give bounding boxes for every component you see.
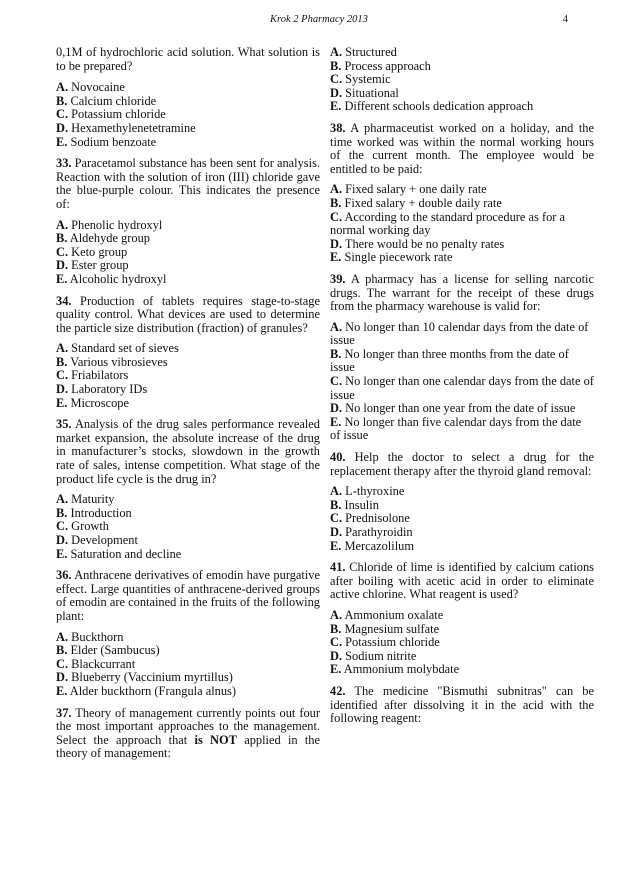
question-text: Analysis of the drug sales performance revealed market expansion, the absolute increase of the drug in manufacturer’s stocks, slowdown in the growth rate of sales, intense competition. What stage of the product life cycle is the drug in?: [56, 417, 320, 486]
option-item: [56, 658, 320, 672]
option-letter: D.: [56, 533, 69, 547]
option-text: Development: [68, 533, 138, 547]
option-text: Aldehyde group: [67, 231, 150, 246]
option-letter: D.: [330, 648, 343, 663]
option-item: [56, 219, 320, 233]
question-text: Theory of management currently points out four the most important approaches to the management. Select the approach that: [56, 705, 320, 747]
option-item: [330, 348, 594, 375]
left-column: [56, 46, 320, 768]
option-letter: A.: [330, 45, 343, 59]
option-item: [56, 95, 320, 109]
option-item: [330, 251, 594, 265]
option-text: Potassium chloride: [68, 107, 166, 122]
option-text: Microscope: [67, 395, 129, 410]
option-text: Parathyroidin: [342, 525, 413, 539]
option-letter: A.: [56, 217, 69, 232]
option-item: [330, 540, 594, 554]
option-text: Friabilators: [68, 368, 129, 383]
option-item: [330, 211, 594, 238]
option-letter: E.: [330, 414, 342, 429]
question-stem: [56, 295, 320, 336]
option-letter: C.: [56, 368, 69, 383]
option-item: [330, 636, 594, 650]
option-letter: B.: [56, 643, 68, 658]
option-item: [330, 46, 594, 60]
question-text: A pharmaceutist worked on a holiday, and the time worked was within the normal working hours of the current month. The employee would be entitled to be paid:: [330, 120, 594, 176]
option-letter: B.: [330, 346, 342, 361]
question-number: 39.: [330, 271, 346, 286]
option-item: [330, 512, 594, 526]
option-letter: C.: [330, 209, 343, 224]
option-letter: C.: [56, 519, 69, 534]
option-list: [56, 631, 320, 699]
option-text: Fixed salary + double daily rate: [341, 195, 502, 210]
option-letter: E.: [330, 538, 342, 553]
question-stem: [330, 451, 594, 478]
option-text: Various vibrosieves: [67, 354, 168, 369]
option-letter: B.: [56, 231, 68, 246]
option-letter: D.: [56, 670, 69, 685]
option-letter: D.: [56, 382, 69, 397]
option-text: Hexamethylenetetramine: [68, 120, 196, 135]
option-item: [330, 60, 594, 74]
option-item: [330, 321, 594, 348]
option-item: [330, 609, 594, 623]
option-item: [56, 685, 320, 699]
option-letter: B.: [56, 354, 68, 369]
question-text: A pharmacy has a license for selling narcotic drugs. The warrant for the receipt of these drugs from the pharmacy warehouse is valid for:: [330, 271, 594, 314]
option-text: Insulin: [341, 497, 379, 512]
question-text: Anthracene derivatives of emodin have purgative effect. Large quantities of anthracene-derived groups of emodin are contained in the fruits of the following plant:: [56, 568, 320, 623]
option-letter: B.: [330, 621, 342, 636]
option-letter: D.: [56, 258, 69, 273]
option-text: No longer than 10 calendar days from the date of issue: [330, 319, 589, 348]
option-item: [56, 259, 320, 273]
option-item: [330, 100, 594, 114]
option-text: Calcium chloride: [67, 93, 157, 108]
option-letter: D.: [330, 525, 343, 539]
option-text: Alder buckthorn (Frangula alnus): [67, 683, 236, 698]
option-letter: C.: [56, 244, 69, 259]
question-stem: [56, 569, 320, 623]
option-text: Alcoholic hydroxyl: [67, 271, 167, 286]
option-text: Potassium chloride: [342, 635, 440, 650]
option-text: Sodium nitrite: [342, 648, 417, 663]
option-item: [330, 87, 594, 101]
option-text: Saturation and decline: [67, 546, 182, 561]
page-number: 4: [562, 14, 568, 25]
option-text: Systemic: [342, 72, 391, 87]
option-text: There would be no penalty rates: [342, 236, 505, 251]
option-list: [330, 485, 594, 553]
option-item: [56, 383, 320, 397]
option-item: [56, 273, 320, 287]
option-text: Situational: [342, 85, 399, 100]
option-text: Prednisolone: [342, 511, 410, 526]
question-number: 41.: [330, 560, 346, 575]
question-list: [56, 157, 320, 698]
option-item: [330, 73, 594, 87]
option-letter: C.: [56, 107, 69, 122]
question-text: Production of tablets requires stage-to-stage quality control. What devices are used to determine the particle size distribution (fraction) of granules?: [56, 293, 320, 335]
option-item: [56, 671, 320, 685]
option-letter: E.: [56, 546, 68, 561]
option-text: Phenolic hydroxyl: [68, 217, 163, 232]
option-text: Keto group: [68, 244, 128, 259]
option-letter: D.: [330, 401, 343, 416]
option-text: Sodium benzoate: [67, 134, 157, 149]
question-number: 36.: [56, 568, 72, 583]
option-text: Ammonium oxalate: [342, 607, 444, 622]
question-37: [56, 707, 320, 761]
option-letter: C.: [56, 656, 69, 671]
option-list: [56, 81, 320, 149]
question-text: Paracetamol substance has been sent for analysis. Reaction with the solution of iron (III) chloride gave the blue-purple colour. This indicates the presence of:: [56, 156, 320, 211]
option-letter: A.: [56, 629, 69, 644]
question-number: 40.: [330, 450, 346, 465]
option-item: [56, 136, 320, 150]
option-text: Maturity: [68, 492, 115, 507]
question-number: 37.: [56, 705, 72, 720]
option-letter: A.: [330, 182, 343, 197]
option-item: [330, 663, 594, 677]
option-letter: D.: [330, 85, 343, 100]
right-column: [330, 46, 594, 733]
option-text: Different schools dedication approach: [341, 99, 534, 114]
option-item: [330, 238, 594, 252]
option-list: [330, 183, 594, 265]
option-letter: A.: [56, 492, 69, 507]
option-item: [56, 397, 320, 411]
question-stem: [330, 561, 594, 602]
question-number: 33.: [56, 156, 72, 171]
option-letter: C.: [330, 72, 343, 87]
option-letter: A.: [330, 484, 343, 499]
question-stem: [56, 418, 320, 486]
question-stem: [56, 157, 320, 211]
option-item: [330, 183, 594, 197]
option-letter: A.: [330, 319, 343, 334]
question-number: 35.: [56, 417, 72, 432]
option-letter: C.: [330, 374, 343, 389]
question-list: [330, 122, 594, 726]
question-number: 38.: [330, 120, 346, 135]
option-letter: D.: [330, 236, 343, 251]
question-text: Help the doctor to select a drug for the replacement therapy after the thyroid gland removal:: [330, 450, 594, 478]
option-item: [330, 623, 594, 637]
option-item: [56, 81, 320, 95]
option-text: Structured: [342, 45, 397, 59]
question-text: The medicine "Bismuthi subnitras" can be identified after dissolving it in the acid with the following reagent:: [330, 683, 594, 726]
option-text: Mercazolilum: [341, 538, 414, 553]
option-item: [330, 499, 594, 513]
option-text: Fixed salary + one daily rate: [342, 182, 487, 197]
option-text: Elder (Sambucus): [67, 643, 160, 658]
option-letter: E.: [330, 250, 342, 265]
option-text: According to the standard procedure as for a normal working day: [330, 209, 565, 238]
option-list: [56, 493, 320, 561]
option-list: [330, 609, 594, 677]
option-letter: E.: [56, 134, 68, 149]
question-number: 42.: [330, 683, 346, 698]
option-text: Growth: [68, 519, 110, 534]
question-stem: [330, 685, 594, 726]
option-letter: B.: [330, 58, 342, 73]
option-text: No longer than one calendar days from the date of issue: [330, 374, 594, 402]
option-item: [56, 644, 320, 658]
option-letter: B.: [330, 497, 342, 512]
option-letter: E.: [330, 662, 342, 677]
option-text: Ester group: [68, 258, 129, 273]
option-letter: A.: [56, 341, 69, 356]
option-item: [330, 402, 594, 416]
question-text: Chloride of lime is identified by calcium cations after boiling with acetic acid in order to eliminate active chlorine. What reagent is used?: [330, 560, 594, 602]
option-text: Process approach: [341, 58, 431, 73]
question-emphasis: is NOT: [194, 732, 237, 747]
page-header: [0, 14, 638, 30]
option-item: [56, 493, 320, 507]
option-letter: E.: [56, 271, 68, 286]
option-text: No longer than three months from the date of issue: [330, 346, 569, 375]
option-letter: D.: [56, 120, 69, 135]
option-item: [56, 507, 320, 521]
option-text: Ammonium molybdate: [341, 662, 460, 677]
option-item: [330, 375, 594, 402]
option-item: [330, 650, 594, 664]
option-item: [56, 122, 320, 136]
option-item: [56, 232, 320, 246]
option-letter: E.: [56, 683, 68, 698]
option-item: [56, 108, 320, 122]
option-list: [56, 219, 320, 287]
option-item: [56, 246, 320, 260]
option-item: [56, 369, 320, 383]
option-list: [330, 321, 594, 443]
option-list: [330, 46, 594, 114]
header-title: Krok 2 Pharmacy 2013: [270, 14, 368, 25]
option-item: [56, 356, 320, 370]
option-letter: A.: [330, 607, 343, 622]
option-text: Blueberry (Vaccinium myrtillus): [68, 670, 233, 685]
option-text: L-thyroxine: [342, 484, 405, 499]
option-list: [56, 342, 320, 410]
option-item: [56, 631, 320, 645]
option-letter: C.: [330, 635, 343, 650]
question-text: applied in the theory of management:: [56, 732, 320, 761]
option-letter: E.: [56, 395, 68, 410]
option-text: Single piecework rate: [341, 250, 453, 265]
option-item: [330, 416, 594, 443]
option-text: Introduction: [67, 505, 132, 520]
option-item: [330, 197, 594, 211]
option-text: Buckthorn: [68, 629, 124, 644]
option-text: No longer than five calendar days from the date of issue: [330, 414, 582, 443]
question-continuation: 0,1M of hydrochloric acid solution. What solution is to be prepared?: [56, 45, 320, 73]
option-item: [330, 485, 594, 499]
question-stem: [330, 122, 594, 176]
option-letter: C.: [330, 511, 343, 526]
option-letter: A.: [56, 80, 69, 95]
option-letter: B.: [56, 505, 68, 520]
option-letter: B.: [330, 195, 342, 210]
option-letter: B.: [56, 93, 68, 108]
option-letter: E.: [330, 99, 342, 114]
option-item: [330, 526, 594, 540]
question-number: 34.: [56, 293, 72, 308]
option-item: [56, 548, 320, 562]
option-text: Magnesium sulfate: [341, 621, 440, 636]
option-text: Laboratory IDs: [68, 382, 148, 397]
option-text: Standard set of sieves: [68, 341, 179, 356]
option-text: Blackcurrant: [68, 656, 136, 671]
option-item: [56, 534, 320, 548]
option-text: Novocaine: [68, 80, 125, 95]
question-stem: [330, 273, 594, 314]
option-item: [56, 342, 320, 356]
option-text: No longer than one year from the date of issue: [342, 401, 576, 416]
option-item: [56, 520, 320, 534]
